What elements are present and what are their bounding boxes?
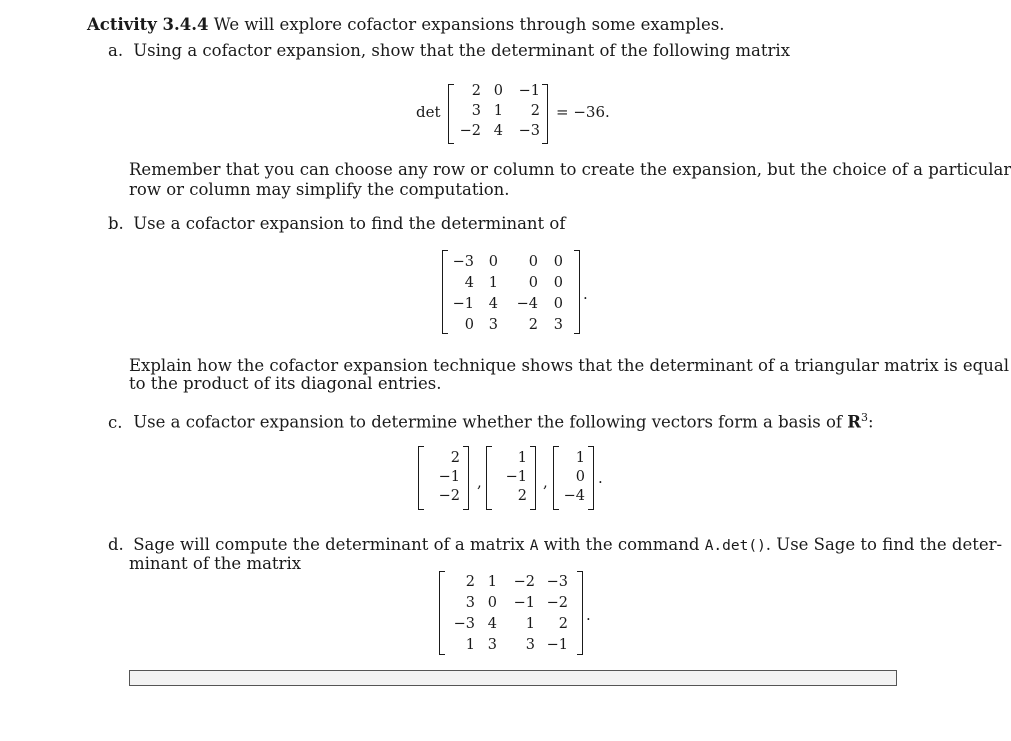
- part-c-prompt: [108, 408, 874, 433]
- matrix-b-cell-r1-c4: 0: [553, 254, 563, 270]
- matrix-d-cell-r1-c2: 1: [487, 574, 497, 590]
- real-space-exponent: 3: [860, 411, 868, 424]
- vector-separator-2: ,: [543, 473, 548, 491]
- matrix-b-cell-r4-c2: 3: [488, 317, 498, 333]
- matrix-a-cell-r1-c2: 0: [493, 83, 503, 99]
- vector-2-entry-3: 2: [517, 488, 527, 504]
- matrix-b-cell-r1-c1: −3: [452, 254, 474, 270]
- part-d-line-2: minant of the matrix: [129, 554, 302, 573]
- part-d-text-mid: with the command: [543, 535, 700, 554]
- matrix-variable: A: [529, 538, 539, 554]
- matrix-b-cell-r4-c4: 3: [553, 317, 563, 333]
- matrix-b-cell-r3-c1: −1: [452, 296, 474, 312]
- vector-separator-1: ,: [477, 473, 482, 491]
- matrix-a-cell-r3-c1: −2: [459, 123, 481, 139]
- matrix-a-result: = −36.: [556, 103, 610, 121]
- vector-1-entry-1: 2: [450, 450, 460, 466]
- det-label: det: [416, 103, 441, 121]
- real-space-symbol: R: [847, 412, 861, 432]
- matrix-b-cell-r3-c4: 0: [553, 296, 563, 312]
- part-c-marker: c.: [108, 412, 123, 432]
- vector-3-entry-1: 1: [575, 450, 585, 466]
- part-c-colon: :: [867, 412, 874, 432]
- matrix-b-cell-r4-c3: 2: [528, 317, 538, 333]
- matrix-b-cell-r1-c3: 0: [528, 254, 538, 270]
- matrix-a-right-bracket: [542, 84, 548, 144]
- part-b-explain-1: Explain how the cofactor expansion technique shows that the determinant of a triangular matrix is equal: [129, 356, 1009, 375]
- activity-heading: [87, 15, 725, 35]
- matrix-a-cell-r2-c3: 2: [530, 103, 540, 119]
- matrix-d-cell-r1-c1: 2: [465, 574, 475, 590]
- vector-3-right-bracket: [588, 446, 594, 510]
- matrix-b-period: .: [583, 285, 588, 303]
- part-a-text: Using a cofactor expansion, show that the determinant of the following matrix: [133, 41, 790, 60]
- part-d-text-before: Sage will compute the determinant of a matrix: [133, 535, 525, 554]
- matrix-d-cell-r3-c1: −3: [453, 616, 475, 632]
- vector-1-right-bracket: [463, 446, 469, 510]
- part-b-text: Use a cofactor expansion to find the determinant of: [133, 214, 566, 233]
- matrix-d-cell-r2-c1: 3: [465, 595, 475, 611]
- matrix-a-cell-r2-c1: 3: [471, 103, 481, 119]
- matrix-d-cell-r2-c4: −2: [546, 595, 568, 611]
- matrix-b-right-bracket: [574, 250, 580, 334]
- matrix-a-cell-r2-c2: 1: [493, 103, 503, 119]
- matrix-a-cell-r1-c1: 2: [471, 83, 481, 99]
- vector-3-entry-2: 0: [575, 469, 585, 485]
- matrix-a-cell-r3-c3: −3: [518, 123, 540, 139]
- matrix-b-cell-r2-c2: 1: [488, 275, 498, 291]
- matrix-d-left-bracket: [439, 571, 445, 655]
- matrix-a-cell-r1-c3: −1: [518, 83, 540, 99]
- part-b-marker: b.: [108, 214, 124, 233]
- vector-1-entry-3: −2: [438, 488, 460, 504]
- part-a-marker: a.: [108, 41, 124, 60]
- part-a-remark-2: row or column may simplify the computation.: [129, 180, 510, 199]
- matrix-d-cell-r3-c3: 1: [525, 616, 535, 632]
- matrix-d-right-bracket: [577, 571, 583, 655]
- vector-1-entry-2: −1: [438, 469, 460, 485]
- matrix-b-cell-r3-c2: 4: [488, 296, 498, 312]
- vector-2-left-bracket: [486, 446, 492, 510]
- sage-cell-input[interactable]: [129, 670, 897, 686]
- matrix-d-period: .: [586, 606, 591, 624]
- matrix-d-cell-r1-c3: −2: [513, 574, 535, 590]
- activity-intro: We will explore cofactor expansions through some examples.: [213, 15, 725, 34]
- vector-1-left-bracket: [418, 446, 424, 510]
- matrix-d-cell-r3-c2: 4: [487, 616, 497, 632]
- matrix-b-cell-r2-c4: 0: [553, 275, 563, 291]
- matrix-b-cell-r4-c1: 0: [464, 317, 474, 333]
- part-b-prompt: [108, 214, 565, 234]
- matrix-b-cell-r1-c2: 0: [488, 254, 498, 270]
- matrix-b-cell-r2-c1: 4: [464, 275, 474, 291]
- part-d-prompt: [108, 535, 1002, 556]
- vectors-period: .: [598, 469, 603, 487]
- matrix-d-cell-r4-c1: 1: [465, 637, 475, 653]
- activity-label: Activity 3.4.4: [87, 15, 209, 34]
- matrix-b-cell-r2-c3: 0: [528, 275, 538, 291]
- vector-2-entry-1: 1: [517, 450, 527, 466]
- part-d-marker: d.: [108, 535, 124, 554]
- part-d-text-after: . Use Sage to find the deter-: [765, 535, 1003, 554]
- matrix-d-cell-r1-c4: −3: [546, 574, 568, 590]
- det-command: A.det(): [704, 538, 766, 554]
- vector-3-entry-3: −4: [563, 488, 585, 504]
- part-b-explain-2: to the product of its diagonal entries.: [129, 374, 442, 393]
- matrix-a-cell-r3-c2: 4: [493, 123, 503, 139]
- part-c-text: Use a cofactor expansion to determine whether the following vectors form a basis of: [133, 412, 842, 432]
- matrix-d-cell-r3-c4: 2: [558, 616, 568, 632]
- vector-2-entry-2: −1: [505, 469, 527, 485]
- matrix-d-cell-r4-c4: −1: [546, 637, 568, 653]
- matrix-a-left-bracket: [448, 84, 454, 144]
- matrix-b-cell-r3-c3: −4: [516, 296, 538, 312]
- vector-2-right-bracket: [530, 446, 536, 510]
- matrix-d-cell-r4-c2: 3: [487, 637, 497, 653]
- matrix-d-cell-r2-c2: 0: [487, 595, 497, 611]
- matrix-d-cell-r4-c3: 3: [525, 637, 535, 653]
- part-a-prompt: [108, 41, 790, 61]
- matrix-d-cell-r2-c3: −1: [513, 595, 535, 611]
- part-a-remark-1: Remember that you can choose any row or column to create the expansion, but the choice of a particular: [129, 160, 1011, 179]
